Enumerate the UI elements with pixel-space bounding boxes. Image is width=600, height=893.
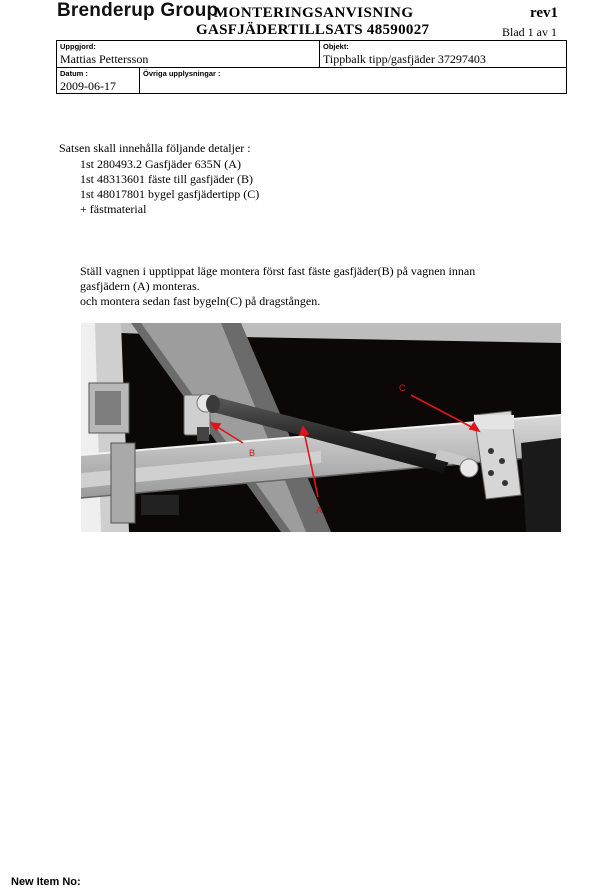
new-item-label: New Item No:: [11, 876, 81, 888]
revision-label: rev1: [530, 5, 559, 21]
page-info: Blad 1 av 1: [502, 25, 557, 39]
object-value: Tippbalk tipp/gasfjäder 37297403: [323, 52, 486, 66]
assignee-label: Uppgjord:: [60, 42, 96, 51]
object-label: Objekt:: [323, 42, 349, 51]
contents-item: 1st 280493.2 Gasfjäder 635N (A): [80, 157, 241, 171]
date-value: 2009-06-17: [60, 79, 116, 93]
contents-intro: Satsen skall innehålla följande detaljer :: [59, 141, 251, 155]
document-title: MONTERINGSANVISNING: [214, 5, 414, 21]
object-cell: [320, 41, 566, 68]
instruction-line: och montera sedan fast bygeln(C) på dragstången.: [80, 294, 321, 308]
document-subtitle: GASFJÄDERTILLSATS 48590027: [196, 22, 430, 38]
label-c: C: [399, 383, 406, 393]
assignee-value: Mattias Pettersson: [60, 52, 149, 66]
info-grid: [56, 40, 567, 94]
company-logo: Brenderup Group: [57, 0, 219, 21]
contents-item: 1st 48313601 fäste till gasfjäder (B): [80, 172, 253, 186]
instruction-line: gasfjädern (A) monteras.: [80, 279, 200, 293]
label-b: B: [249, 448, 256, 458]
date-label: Datum :: [60, 69, 88, 78]
assignee-cell: [57, 41, 320, 68]
contents-item: 1st 48017801 bygel gasfjädertipp (C): [80, 187, 260, 201]
contents-item: + fästmaterial: [80, 202, 147, 216]
label-a: A: [316, 505, 323, 515]
assembly-illustration: [81, 323, 561, 532]
other-info-cell: [140, 68, 566, 93]
date-cell: [57, 68, 140, 93]
instruction-line: Ställ vagnen i upptippat läge montera först fast fäste gasfjäder(B) på vagnen innan: [80, 264, 476, 278]
other-info-label: Övriga upplysningar :: [143, 69, 221, 78]
